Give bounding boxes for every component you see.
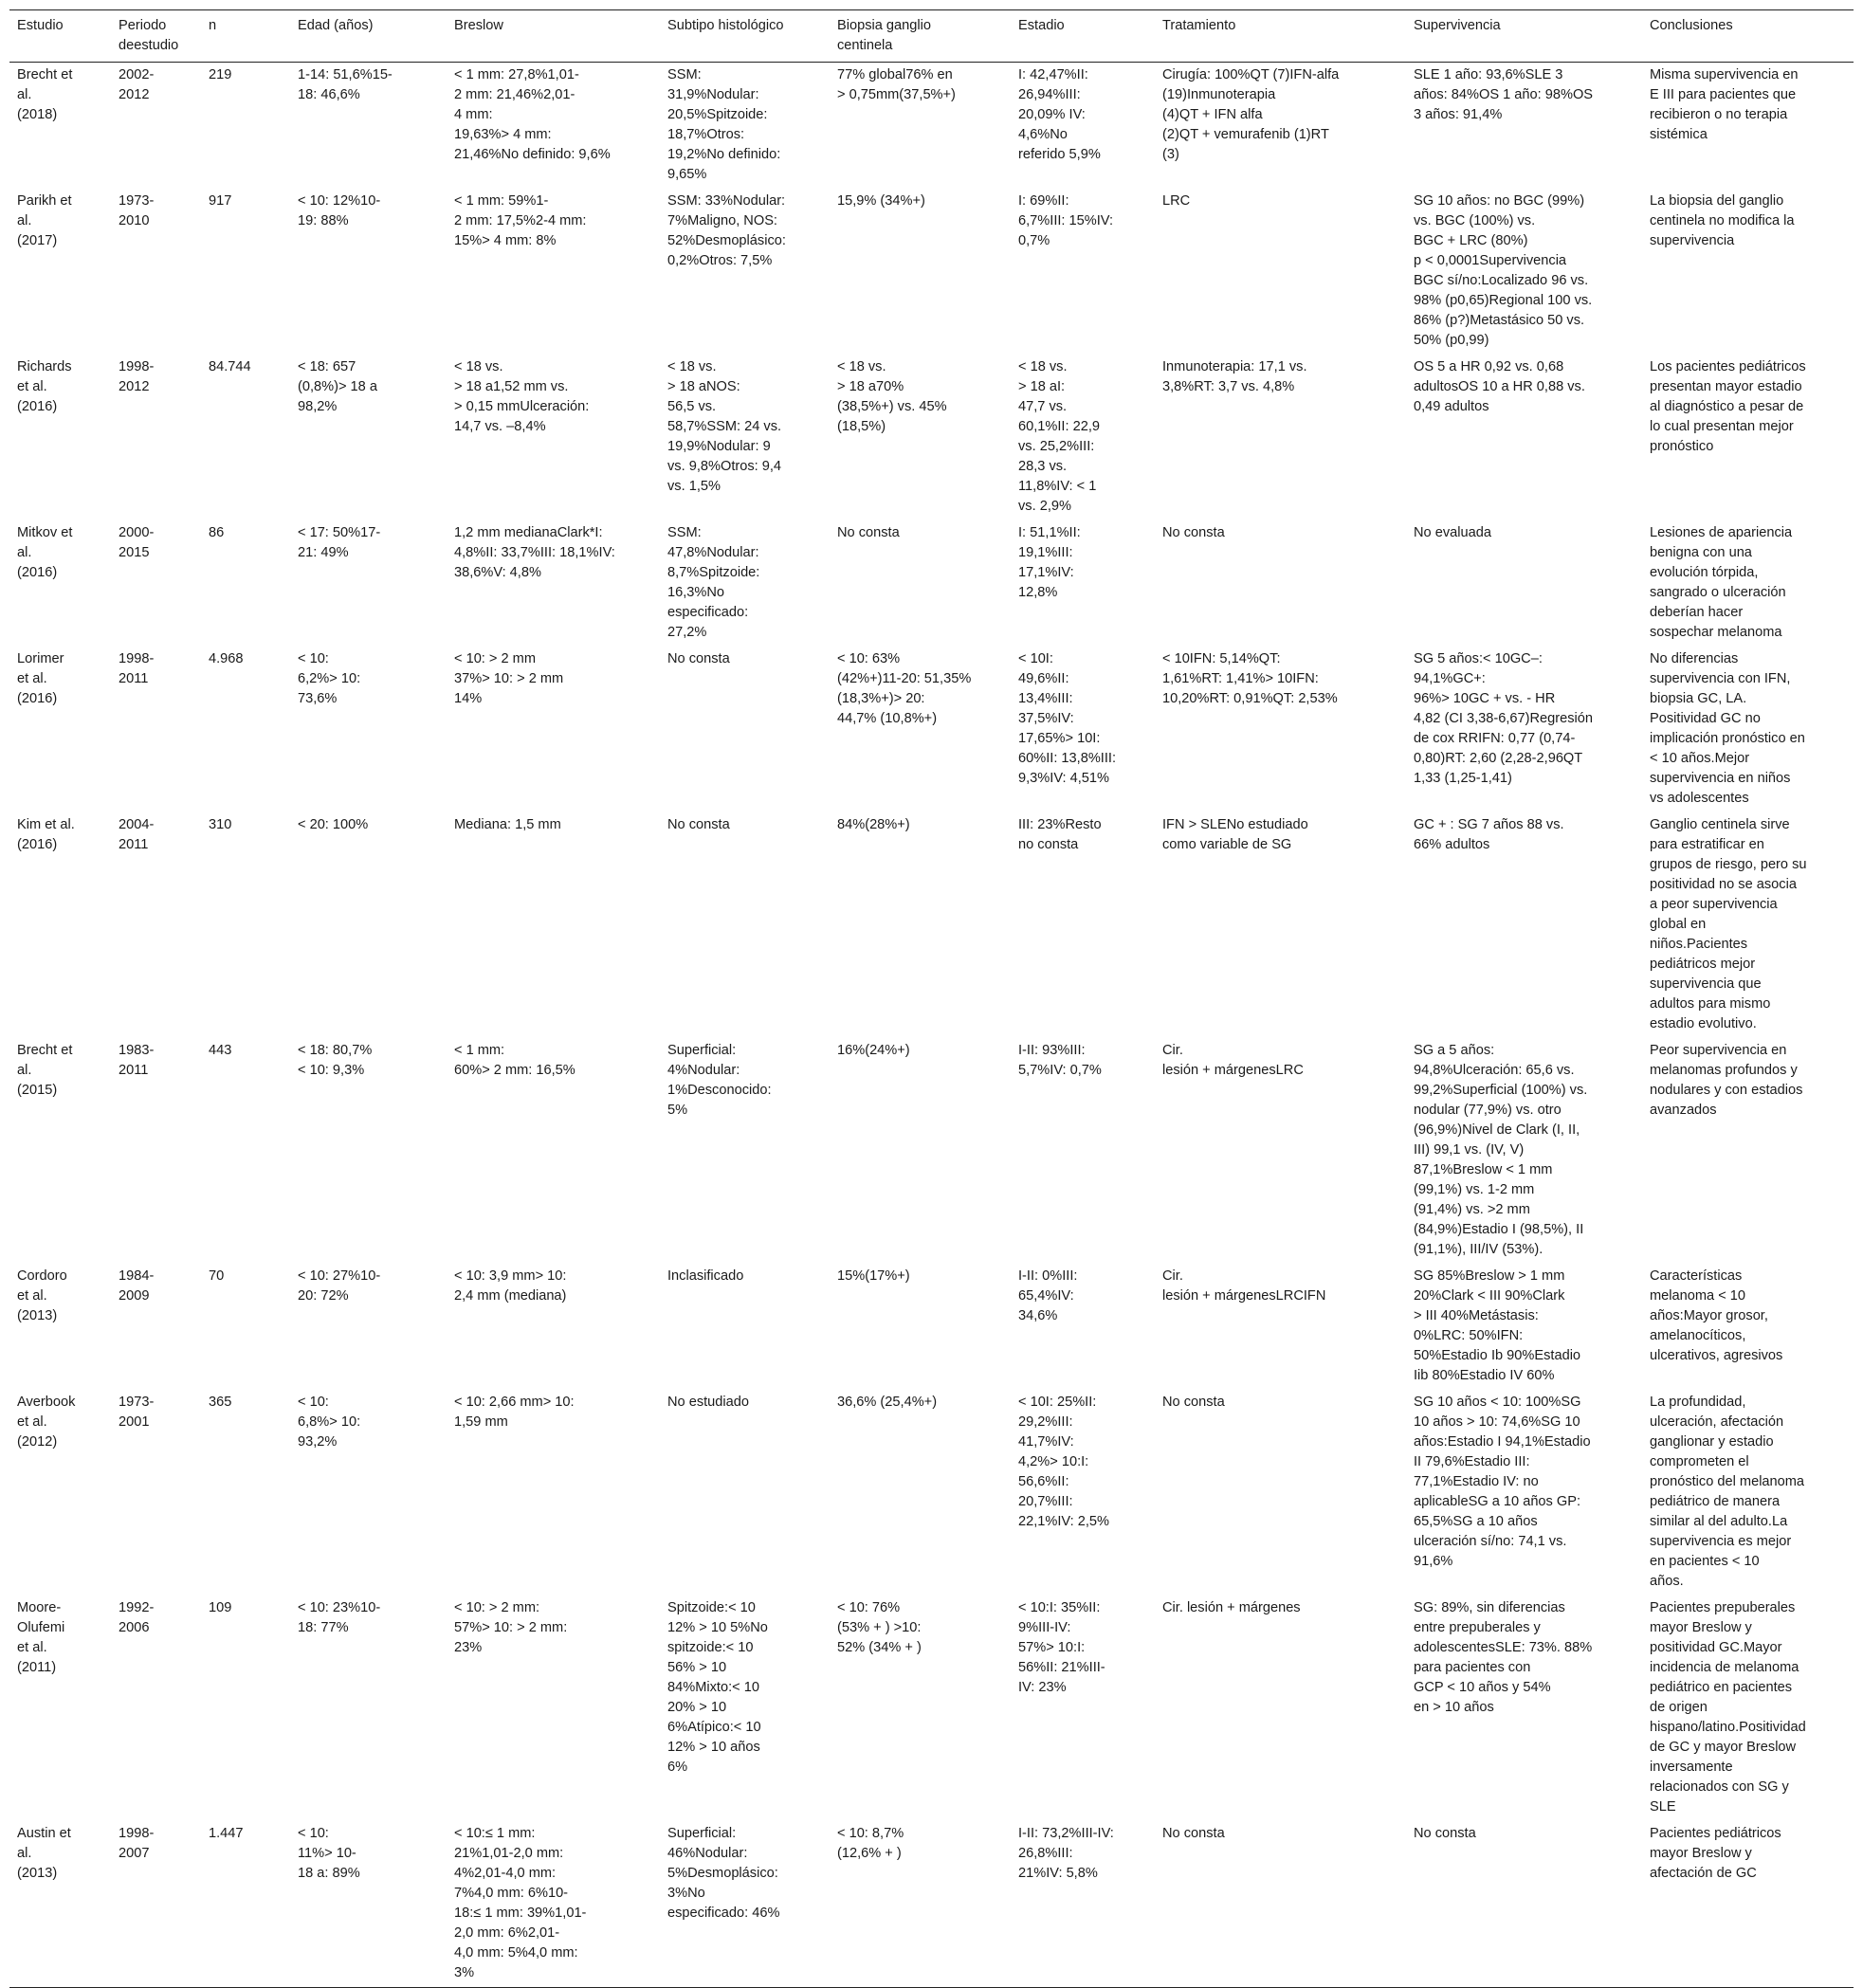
cell-tratamiento: LRC [1162, 193, 1191, 209]
cell-estudio: Parikh et al. (2017) [17, 193, 72, 248]
cell-biopsia: No consta [837, 525, 900, 540]
cell-tratamiento: Cirugía: 100%QT (7)IFN-alfa (19)Inmunoterapia (4)QT + IFN alfa (2)QT + vemurafenib (1)RT (3) [1162, 67, 1340, 162]
cell-breslow: Mediana: 1,5 mm [454, 817, 561, 832]
cell-conclusiones: Pacientes pediátricos mayor Breslow y afectación de GC [1650, 1826, 1781, 1881]
cell-subtipo: SSM: 33%Nodular: 7%Maligno, NOS: 52%Desmoplásico: 0,2%Otros: 7,5% [667, 193, 786, 268]
cell-biopsia: < 10: 76% (53% + ) >10: 52% (34% + ) [837, 1600, 922, 1655]
cell-n: 1.447 [209, 1826, 244, 1841]
cell-n: 4.968 [209, 651, 244, 666]
cell-periodo: 2004- 2011 [119, 817, 155, 852]
cell-subtipo: < 18 vs. > 18 aNOS: 56,5 vs. 58,7%SSM: 24 vs. 19,9%Nodular: 9 vs. 9,8%Otros: 9,4 vs. 1,5% [667, 359, 782, 494]
cell-biopsia: < 10: 8,7% (12,6% + ) [837, 1826, 904, 1861]
cell-estudio: Moore- Olufemi et al. (2011) [17, 1600, 65, 1675]
cell-breslow: 1,2 mm medianaClark*I: 4,8%II: 33,7%III: 18,1%IV: 38,6%V: 4,8% [454, 525, 615, 580]
cell-biopsia: 36,6% (25,4%+) [837, 1395, 938, 1410]
table-row [9, 1264, 1854, 1390]
cell-supervivencia: No consta [1414, 1826, 1476, 1841]
cell-estudio: Averbook et al. (2012) [17, 1395, 76, 1450]
cell-n: 443 [209, 1043, 232, 1058]
cell-biopsia: 16%(24%+) [837, 1043, 910, 1058]
cell-subtipo: No estudiado [667, 1395, 750, 1410]
cell-tratamiento: IFN > SLENo estudiado como variable de SG [1162, 817, 1308, 852]
cell-supervivencia: OS 5 a HR 0,92 vs. 0,68 adultosOS 10 a HR 0,88 vs. 0,49 adultos [1414, 359, 1585, 414]
table-row [9, 1038, 1854, 1264]
cell-estadio: I: 42,47%II: 26,94%III: 20,09% IV: 4,6%No referido 5,9% [1018, 67, 1101, 162]
header-biopsia: Biopsia ganglio centinela [837, 18, 931, 53]
cell-estadio: < 10I: 25%II: 29,2%III: 41,7%IV: 4,2%> 10:I: 56,6%II: 20,7%III: 22,1%IV: 2,5% [1018, 1395, 1109, 1529]
cell-estadio: I-II: 73,2%III-IV: 26,8%III: 21%IV: 5,8% [1018, 1826, 1114, 1881]
cell-conclusiones: Pacientes prepuberales mayor Breslow y positividad GC.Mayor incidencia de melanoma pediátrico en pacientes de origen hispano/latino.Positividad de GC y mayor Breslow inversamente relacionados con SG y SLE [1650, 1600, 1806, 1815]
cell-subtipo: SSM: 47,8%Nodular: 8,7%Spitzoide: 16,3%No especificado: 27,2% [667, 525, 760, 640]
cell-supervivencia: SG a 5 años: 94,8%Ulceración: 65,6 vs. 99,2%Superficial (100%) vs. nodular (77,9%) vs. otro (96,9%)Nivel de Clark (I, II, III) 99,1 vs. (IV, V) 87,1%Breslow < 1 mm (99,1%) vs. 1-2 mm (91,4%) vs. >2 mm (84,9%)Estadio I (98,5%), II (91,1%), III/IV (53%). [1414, 1043, 1588, 1257]
cell-tratamiento: No consta [1162, 525, 1225, 540]
cell-n: 219 [209, 67, 232, 82]
cell-subtipo: No consta [667, 651, 730, 666]
cell-periodo: 1973- 2010 [119, 193, 155, 228]
cell-breslow: < 1 mm: 27,8%1,01- 2 mm: 21,46%2,01- 4 mm: 19,63%> 4 mm: 21,46%No definido: 9,6% [454, 67, 611, 162]
cell-tratamiento: No consta [1162, 1826, 1225, 1841]
cell-estadio: < 18 vs. > 18 aI: 47,7 vs. 60,1%II: 22,9 vs. 25,2%III: 28,3 vs. 11,8%IV: < 1 vs. 2,9% [1018, 359, 1101, 514]
cell-subtipo: SSM: 31,9%Nodular: 20,5%Spitzoide: 18,7%Otros: 19,2%No definido: 9,65% [667, 67, 781, 182]
cell-estudio: Richards et al. (2016) [17, 359, 72, 414]
cell-biopsia: 15%(17%+) [837, 1268, 910, 1284]
cell-estadio: < 10I: 49,6%II: 13,4%III: 37,5%IV: 17,65%> 10I: 60%II: 13,8%III: 9,3%IV: 4,51% [1018, 651, 1117, 786]
cell-tratamiento: < 10IFN: 5,14%QT: 1,61%RT: 1,41%> 10IFN: 10,20%RT: 0,91%QT: 2,53% [1162, 651, 1338, 706]
cell-conclusiones: Ganglio centinela sirve para estratificar en grupos de riesgo, pero su positividad no se asocia a peor supervivencia global en niños.Pacientes pediátricos mejor supervivencia que adultos para mismo estadio evolutivo. [1650, 817, 1807, 1031]
cell-estudio: Mitkov et al. (2016) [17, 525, 73, 580]
cell-edad: < 18: 80,7% < 10: 9,3% [298, 1043, 373, 1078]
cell-supervivencia: SG 85%Breslow > 1 mm 20%Clark < III 90%Clark > III 40%Metástasis: 0%LRC: 50%IFN: 50%Estadio Ib 90%Estadio Iib 80%Estadio IV 60% [1414, 1268, 1581, 1383]
cell-conclusiones: Lesiones de apariencia benigna con una evolución tórpida, sangrado o ulceración deberían hacer sospechar melanoma [1650, 525, 1793, 640]
cell-subtipo: Spitzoide:< 10 12% > 10 5%No spitzoide:< 10 56% > 10 84%Mixto:< 10 20% > 10 6%Atípico:< 10 12% > 10 años 6% [667, 1600, 768, 1775]
header-supervivencia: Supervivencia [1414, 18, 1501, 33]
cell-edad: < 18: 657 (0,8%)> 18 a 98,2% [298, 359, 377, 414]
cell-edad: < 10: 11%> 10- 18 a: 89% [298, 1826, 360, 1881]
cell-estudio: Austin et al. (2013) [17, 1826, 71, 1881]
cell-conclusiones: Misma supervivencia en E III para pacientes que recibieron o no terapia sistémica [1650, 67, 1799, 142]
cell-conclusiones: Características melanoma < 10 años:Mayor grosor, amelanocíticos, ulcerativos, agresivos [1650, 1268, 1783, 1363]
header-conclusiones: Conclusiones [1650, 18, 1733, 33]
cell-estudio: Kim et al. (2016) [17, 817, 75, 852]
cell-edad: < 10: 6,2%> 10: 73,6% [298, 651, 361, 706]
cell-edad: 1-14: 51,6%15- 18: 46,6% [298, 67, 393, 102]
melanoma-studies-table [9, 9, 1854, 1988]
header-tratamiento: Tratamiento [1162, 18, 1236, 33]
cell-edad: < 20: 100% [298, 817, 369, 832]
cell-edad: < 10: 6,8%> 10: 93,2% [298, 1395, 361, 1450]
cell-biopsia: < 18 vs. > 18 a70% (38,5%+) vs. 45% (18,5%) [837, 359, 947, 434]
cell-n: 84.744 [209, 359, 251, 374]
table-row [9, 355, 1854, 520]
cell-edad: < 10: 27%10- 20: 72% [298, 1268, 381, 1304]
table-row [9, 520, 1854, 647]
cell-tratamiento: Cir. lesión + márgenesLRCIFN [1162, 1268, 1326, 1304]
cell-periodo: 2000- 2015 [119, 525, 155, 560]
cell-breslow: < 10: > 2 mm 37%> 10: > 2 mm 14% [454, 651, 564, 706]
cell-subtipo: Superficial: 46%Nodular: 5%Desmoplásico: 3%No especificado: 46% [667, 1826, 780, 1921]
cell-periodo: 1998- 2011 [119, 651, 155, 686]
cell-n: 109 [209, 1600, 232, 1615]
cell-edad: < 17: 50%17- 21: 49% [298, 525, 381, 560]
cell-breslow: < 18 vs. > 18 a1,52 mm vs. > 0,15 mmUlceración: 14,7 vs. –8,4% [454, 359, 590, 434]
cell-periodo: 1998- 2012 [119, 359, 155, 394]
cell-biopsia: < 10: 63% (42%+)11-20: 51,35% (18,3%+)> 20: 44,7% (10,8%+) [837, 651, 972, 726]
cell-tratamiento: Cir. lesión + márgenesLRC [1162, 1043, 1304, 1078]
cell-estadio: I: 69%II: 6,7%III: 15%IV: 0,7% [1018, 193, 1114, 248]
cell-edad: < 10: 23%10- 18: 77% [298, 1600, 381, 1635]
cell-conclusiones: Peor supervivencia en melanomas profundos y nodulares y con estadios avanzados [1650, 1043, 1803, 1118]
cell-biopsia: 15,9% (34%+) [837, 193, 925, 209]
cell-biopsia: 77% global76% en > 0,75mm(37,5%+) [837, 67, 956, 102]
cell-n: 365 [209, 1395, 232, 1410]
cell-estadio: III: 23%Resto no consta [1018, 817, 1102, 852]
cell-conclusiones: Los pacientes pediátricos presentan mayor estadio al diagnóstico a pesar de lo cual presentan mejor pronóstico [1650, 359, 1806, 454]
cell-supervivencia: SG 10 años < 10: 100%SG 10 años > 10: 74,6%SG 10 años:Estadio I 94,1%Estadio II 79,6%Estadio III: 77,1%Estadio IV: no aplicableSG a 10 años GP: 65,5%SG a 10 años ulceración sí/no: 74,1 vs. 91,6% [1414, 1395, 1591, 1569]
cell-edad: < 10: 12%10- 19: 88% [298, 193, 381, 228]
cell-estudio: Brecht et al. (2015) [17, 1043, 73, 1098]
table-row [9, 1390, 1854, 1596]
header-estadio: Estadio [1018, 18, 1065, 33]
cell-subtipo: Superficial: 4%Nodular: 1%Desconocido: 5% [667, 1043, 772, 1118]
cell-n: 917 [209, 193, 232, 209]
cell-estudio: Cordoro et al. (2013) [17, 1268, 67, 1323]
cell-subtipo: No consta [667, 817, 730, 832]
cell-supervivencia: GC + : SG 7 años 88 vs. 66% adultos [1414, 817, 1564, 852]
cell-periodo: 1984- 2009 [119, 1268, 155, 1304]
cell-estudio: Lorimer et al. (2016) [17, 651, 64, 706]
cell-estadio: I: 51,1%II: 19,1%III: 17,1%IV: 12,8% [1018, 525, 1081, 600]
cell-breslow: < 10:≤ 1 mm: 21%1,01-2,0 mm: 4%2,01-4,0 mm: 7%4,0 mm: 6%10- 18:≤ 1 mm: 39%1,01- 2,0 mm: 6%2,01- 4,0 mm: 5%4,0 mm: 3% [454, 1826, 587, 1980]
header-periodo: Periodo deestudio [119, 18, 179, 53]
cell-conclusiones: No diferencias supervivencia con IFN, biopsia GC, LA. Positividad GC no implicación pronóstico en < 10 años.Mejor supervivencia en niños vs adolescentes [1650, 651, 1805, 806]
header-edad: Edad (años) [298, 18, 374, 33]
header-estudio: Estudio [17, 18, 64, 33]
cell-tratamiento: Inmunoterapia: 17,1 vs. 3,8%RT: 3,7 vs. 4,8% [1162, 359, 1307, 394]
table-body [9, 63, 1854, 1988]
cell-tratamiento: No consta [1162, 1395, 1225, 1410]
header-breslow: Breslow [454, 18, 503, 33]
cell-n: 70 [209, 1268, 225, 1284]
cell-periodo: 1992- 2006 [119, 1600, 155, 1635]
cell-breslow: < 10: > 2 mm: 57%> 10: > 2 mm: 23% [454, 1600, 568, 1655]
cell-n: 310 [209, 817, 232, 832]
cell-conclusiones: La biopsia del ganglio centinela no modifica la supervivencia [1650, 193, 1795, 248]
cell-estadio: < 10:I: 35%II: 9%III-IV: 57%> 10:I: 56%II: 21%III- IV: 23% [1018, 1600, 1105, 1695]
cell-breslow: < 1 mm: 60%> 2 mm: 16,5% [454, 1043, 575, 1078]
table-row [9, 1821, 1854, 1988]
cell-estadio: I-II: 0%III: 65,4%IV: 34,6% [1018, 1268, 1078, 1323]
cell-supervivencia: No evaluada [1414, 525, 1491, 540]
cell-supervivencia: SG 10 años: no BGC (99%) vs. BGC (100%) vs. BGC + LRC (80%) p < 0,0001Supervivencia BGC sí/no:Localizado 96 vs. 98% (p0,65)Regional 100 vs. 86% (p?)Metastásico 50 vs. 50% (p0,99) [1414, 193, 1593, 348]
header-n: n [209, 18, 217, 33]
cell-conclusiones: La profundidad, ulceración, afectación ganglionar y estadio comprometen el pronóstico del melanoma pediátrico de manera similar al del adulto.La supervivencia es mejor en pacientes < 10 años. [1650, 1395, 1805, 1589]
cell-breslow: < 10: 2,66 mm> 10: 1,59 mm [454, 1395, 575, 1430]
cell-supervivencia: SG: 89%, sin diferencias entre prepuberales y adolescentesSLE: 73%. 88% para pacientes con GCP < 10 años y 54% en > 10 años [1414, 1600, 1593, 1715]
table-row [9, 812, 1854, 1038]
table-row [9, 647, 1854, 812]
cell-breslow: < 1 mm: 59%1- 2 mm: 17,5%2-4 mm: 15%> 4 mm: 8% [454, 193, 587, 248]
cell-periodo: 2002- 2012 [119, 67, 155, 102]
cell-biopsia: 84%(28%+) [837, 817, 910, 832]
table-row [9, 1596, 1854, 1821]
cell-subtipo: Inclasificado [667, 1268, 744, 1284]
cell-supervivencia: SLE 1 año: 93,6%SLE 3 años: 84%OS 1 año: 98%OS 3 años: 91,4% [1414, 67, 1594, 122]
table-row [9, 63, 1854, 190]
cell-periodo: 1998- 2007 [119, 1826, 155, 1861]
cell-estudio: Brecht et al. (2018) [17, 67, 73, 122]
cell-breslow: < 10: 3,9 mm> 10: 2,4 mm (mediana) [454, 1268, 567, 1304]
cell-estadio: I-II: 93%III: 5,7%IV: 0,7% [1018, 1043, 1102, 1078]
cell-supervivencia: SG 5 años:< 10GC–: 94,1%GC+: 96%> 10GC + vs. - HR 4,82 (CI 3,38-6,67)Regresión de cox RRIFN: 0,77 (0,74- 0,80)RT: 2,60 (2,28-2,96QT 1,33 (1,25-1,41) [1414, 651, 1594, 786]
cell-periodo: 1973- 2001 [119, 1395, 155, 1430]
header-subtipo: Subtipo histológico [667, 18, 784, 33]
table-row [9, 189, 1854, 355]
cell-n: 86 [209, 525, 225, 540]
cell-periodo: 1983- 2011 [119, 1043, 155, 1078]
header-row [9, 10, 1854, 63]
cell-tratamiento: Cir. lesión + márgenes [1162, 1600, 1301, 1615]
